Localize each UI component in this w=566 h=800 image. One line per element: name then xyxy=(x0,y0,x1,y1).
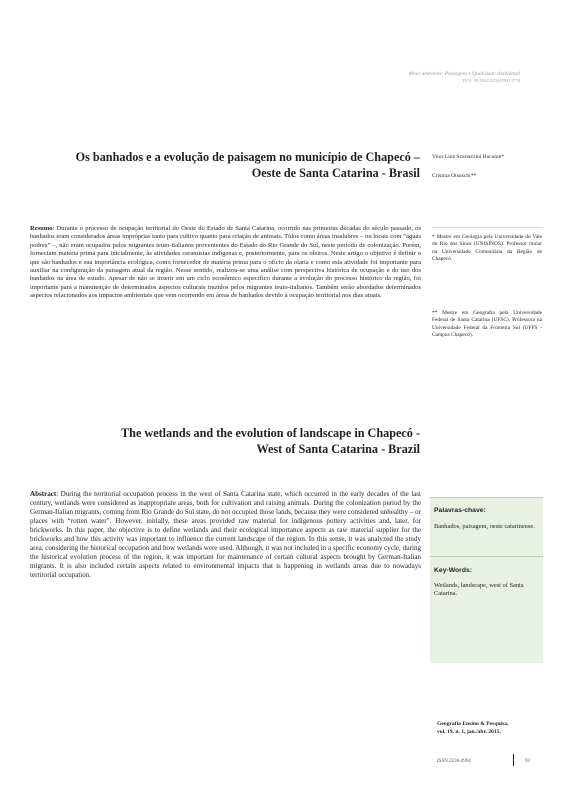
title-en-line2: West of Santa Catarina - Brazil xyxy=(256,442,420,456)
abstract-label: Abstract xyxy=(30,490,57,498)
keywords-divider xyxy=(430,556,543,557)
author-1: Vitor Luiz Scartazzini Bocalon* xyxy=(432,154,505,160)
doi-label: DOI: 10.5902/2236499413774 xyxy=(462,78,520,83)
key-words-text: Wetlands, landscape, west of Santa Catarina. xyxy=(434,582,524,598)
title-en-line1: The wetlands and the evolution of landscape in Chapecó - xyxy=(121,426,420,440)
running-header xyxy=(409,70,520,84)
author-note-1: * Mestre em Geologia pela Universidade do Vale do Rio dos Sinos (UNISINOS). Professor titular na Universidade Comunitária da Região de Chapecó. xyxy=(432,234,542,263)
resumo-text: : Durante o processo de ocupação territorial do Oeste do Estado de Santa Catarina, ocorrido nas primeiras décadas do século passado, os banhados eram considerados áreas impróprias tanto para cultivo quanto para criação de animais. Tidos como áreas insalubres – ou locais com “águas podres” –, não eram ocupados pelos migrantes teuto-italianos provenientes do Estado do Rio Grande do Sul, neste período de colonização. Porém, forneciam matéria prima para inicialmente, às atividades ceramistas indígenas e, posteriormente, para os oleiros. Neste artigo o objetivo é definir o que são banhados e sua importância ecológica, como fornecedor de matéria prima para o ofício da olaria e como esta atividade foi importante para auxiliar na configuração da paisagem atual da região. Nesse sentido, realizou-se uma análise com perspectiva histórica de ocupação e do uso dos banhados na área de estudo. Apesar de não se inserir em um ciclo econômico específico durante a evolução do processo histórico da região, foi importante para a manutenção de determinados aspectos culturais trazidos pelos migrantes teuto-italianos. Também serão abordados determinados aspectos relacionados aos impactos ambientais que vem ocorrendo em áreas de banhados devido à ocupação territorial nos dias atuais. xyxy=(30,225,421,300)
resumo-paragraph xyxy=(30,225,421,301)
key-words-heading: Key-Words: xyxy=(434,567,473,574)
author-note-2: ** Mestre em Geografia pela Universidade Federal de Santa Catarina (UFSC). Professora na Universidade Federal da Fronteira Sul (UFFS - Campus Chapecó). xyxy=(432,310,542,339)
journal-citation xyxy=(437,720,552,736)
issn-label: ISSN 2236-4994 xyxy=(437,759,471,764)
abstract-paragraph xyxy=(30,490,421,580)
keywords-box xyxy=(430,497,543,663)
title-english xyxy=(30,425,420,457)
authors-block xyxy=(432,153,542,180)
palavras-chave-heading: Palavras-chave: xyxy=(434,507,486,514)
journal-section-name: Meio ambiente, Paisagem e Qualidade Ambiental xyxy=(408,71,520,77)
footer-divider-bar xyxy=(513,754,514,766)
resumo-label: Resumo xyxy=(30,225,53,232)
palavras-chave-text: Banhados, paisagem, oeste catarinense. xyxy=(434,523,535,530)
citation-journal: Geografia Ensino & Pesquisa, xyxy=(437,721,509,727)
title-pt-line2: Oeste de Santa Catarina - Brasil xyxy=(251,166,420,180)
title-pt-line1: Os banhados e a evolução de paisagem no município de Chapecó – xyxy=(75,150,420,164)
abstract-text: : During the territorial occupation process in the west of Santa Catarina state, which occurred in the early decades of the last century, wetlands were considered as inappropriate areas, both for cultivation and raising animals. During the colonization period by the German-Italian migrants, coming from Rio Grande do Sul state, do not occupied those lands, because they were considered unhealthy – or places with “rotten water”. However, initially, these areas provided raw material for indigenous pottery activities and, later, for brickworks. In this paper, the objective is to define wetlands and their ecological importance aspects as raw material supplier for the brickworks and how this activity was important to influence the current landscape of the region. In this sense, it was analyzed the study area, considering the historical occupation and how wetlands were used. Although, it was not included in a specific economy cycle, during the historical evolution process of the region, it was important for maintenance of certain cultural aspects brought by German-Italian migrants. It is also included certain aspects related to environmental impacts that is happening in wetlands areas due to nowadays territorial occupation. xyxy=(30,490,421,579)
author-2: Cristina Otsuschi** xyxy=(432,173,477,179)
page-number: 93 xyxy=(525,759,530,764)
notes-divider xyxy=(432,227,542,228)
title-portuguese xyxy=(30,149,420,181)
citation-volume: vol. 19, n. 1, jan./abr. 2015. xyxy=(437,729,501,735)
